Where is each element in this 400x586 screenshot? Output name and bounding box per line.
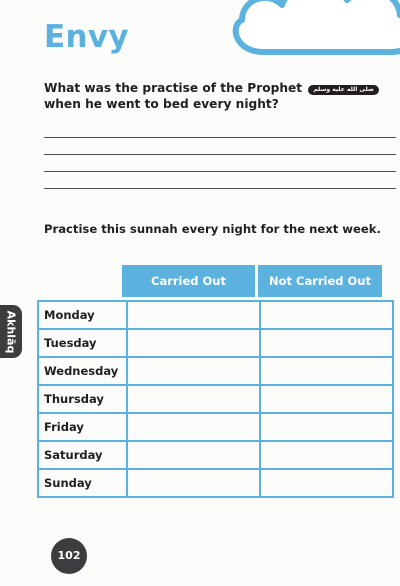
day-label: Tuesday xyxy=(38,329,127,357)
day-label: Thursday xyxy=(38,385,127,413)
answer-line[interactable] xyxy=(44,154,396,155)
not-carried-out-cell[interactable] xyxy=(260,357,393,385)
not-carried-out-cell[interactable] xyxy=(260,469,393,497)
table-row xyxy=(38,385,393,413)
side-tab xyxy=(0,305,22,358)
day-label: Friday xyxy=(38,413,127,441)
not-carried-out-cell[interactable] xyxy=(260,385,393,413)
page-title: Envy xyxy=(44,19,129,55)
header-not-carried-out: Not Carried Out xyxy=(258,265,382,297)
table-row xyxy=(38,413,393,441)
day-label: Saturday xyxy=(38,441,127,469)
carried-out-cell[interactable] xyxy=(127,441,260,469)
day-label: Sunday xyxy=(38,469,127,497)
day-label: Wednesday xyxy=(38,357,127,385)
header-carried-out: Carried Out xyxy=(122,265,255,297)
instruction-text: Practise this sunnah every night for the next week. xyxy=(44,222,381,236)
question-part-1: What was the practise of the Prophet xyxy=(44,81,303,95)
carried-out-cell[interactable] xyxy=(127,357,260,385)
question-text xyxy=(44,80,389,112)
answer-line[interactable] xyxy=(44,137,396,138)
carried-out-cell[interactable] xyxy=(127,385,260,413)
carried-out-cell[interactable] xyxy=(127,329,260,357)
not-carried-out-cell[interactable] xyxy=(260,301,393,329)
table-row xyxy=(38,301,393,329)
not-carried-out-cell[interactable] xyxy=(260,329,393,357)
side-tab-label: Akhlāq xyxy=(4,310,18,353)
carried-out-cell[interactable] xyxy=(127,413,260,441)
honorific-badge: صلى الله عليه وسلم xyxy=(308,85,378,95)
question-part-2: when he went to bed every night? xyxy=(44,97,279,111)
day-label: Monday xyxy=(38,301,127,329)
tracking-table xyxy=(37,300,394,498)
cloud-decoration xyxy=(222,0,400,75)
not-carried-out-cell[interactable] xyxy=(260,413,393,441)
carried-out-cell[interactable] xyxy=(127,301,260,329)
answer-line[interactable] xyxy=(44,188,396,189)
table-row xyxy=(38,329,393,357)
table-row xyxy=(38,441,393,469)
carried-out-cell[interactable] xyxy=(127,469,260,497)
not-carried-out-cell[interactable] xyxy=(260,441,393,469)
table-row xyxy=(38,469,393,497)
page-number: 102 xyxy=(51,538,87,574)
answer-line[interactable] xyxy=(44,171,396,172)
table-row xyxy=(38,357,393,385)
